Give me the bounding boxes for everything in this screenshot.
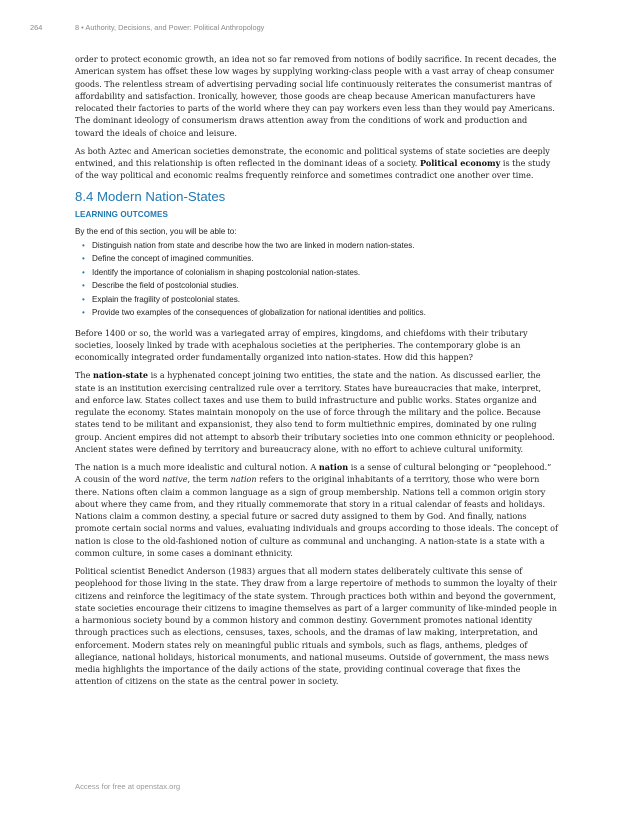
bullet-icon: • xyxy=(82,308,85,317)
learning-outcomes-list xyxy=(75,239,558,320)
list-item xyxy=(82,306,558,320)
italic-term: native xyxy=(162,474,188,485)
paragraph-political-economy xyxy=(75,145,558,182)
key-term-political-economy: Political economy xyxy=(419,158,501,168)
list-item-text: Explain the fragility of postcolonial states. xyxy=(92,294,241,304)
chapter-title: 8 • Authority, Decisions, and Power: Political Anthropology xyxy=(75,23,265,32)
italic-term: nation xyxy=(230,474,257,485)
paragraph-nation xyxy=(75,461,558,559)
bullet-icon: • xyxy=(82,254,85,263)
text-span: , the term xyxy=(187,474,231,485)
page-number: 264 xyxy=(30,23,43,32)
list-item xyxy=(82,239,558,253)
text-span: is the study of the way political and economic realms frequently reinforce and sometimes contradict one another over time. xyxy=(75,158,551,181)
list-item xyxy=(82,252,558,266)
running-header xyxy=(30,23,600,37)
list-item xyxy=(82,266,558,280)
list-item-text: Distinguish nation from state and describe how the two are linked in modern nation-states. xyxy=(92,240,415,250)
learning-outcomes-heading: LEARNING OUTCOMES xyxy=(75,209,168,219)
paragraph-nation-state xyxy=(75,369,558,455)
bullet-icon: • xyxy=(82,267,85,277)
text-span: is a hyphenated concept joining two entities, the state and the nation. As discussed earlier, the state is an institution exercising centralized rule over a territory. States have bureaucracies that make, interpret, and enforce law. States collect taxes and use them to build infrastructure and public works. States organize and regulate the economy. States maintain monopoly on the use of force through the military and the police. Because states tend to be militant and expansionist, they also tend to form multiethnic empires, dominated by one ruling group. Ancient empires did not attempt to absorb their tributary societies into one common ethnicity or peoplehood. Ancient states were defined by territory and bureaucracy alone, with no effort to achieve cultural uniformity. xyxy=(75,370,555,454)
text-span: The nation is a much more idealistic and cultural notion. A xyxy=(75,462,319,472)
key-term-nation-state: nation-state xyxy=(92,370,148,381)
list-item-text: Provide two examples of the consequences of globalization for national identities and politics. xyxy=(92,308,426,317)
text-span: As both Aztec and American societies demonstrate, the economic and political systems of state societies are deeply entwined, and this relationship is often reflected in the dominant ideas of a society. xyxy=(75,145,550,168)
bullet-icon: • xyxy=(82,294,85,304)
paragraph-consumerism: order to protect economic growth, an idea not so far removed from notions of bodily sacrifice. In recent decades, the American system has offset these low wages by supplying working-class people with a vast array of cheap consumer goods. The relentless stream of advertising pervading social life continuously reiterates the consumerist mantras of affordability and satisfaction. Ironically, however, those goods are cheap because American manufacturers have relocated their factories to parts of the world where they can pay workers even less than they would pay Americans. The dominant ideology of consumerism draws attention away from the conditions of work and production and toward the ideals of choice and leisure. xyxy=(75,54,557,138)
text-span: refers to the original inhabitants of a territory, those who were born there. Nations often claim a common language as a sign of group membership. Nations tell a common origin story about where they came from, and they ritually commemorate that story in a ritual calendar of feasts and holidays. Nations claim a common destiny, a special future or sacred duty assigned to them by God. And finally, nations promote certain social norms and values, evaluating individuals and groups according to those ideals. The concept of nation is close to the old-fashioned notion of culture as communal and unchanging. A nation-state is a state with a common culture, in some cases a dominant ethnicity. xyxy=(75,474,559,558)
list-item-text: Define the concept of imagined communities. xyxy=(92,254,254,263)
footer-access-link[interactable]: Access for free at openstax.org xyxy=(75,782,181,791)
list-item xyxy=(82,279,558,293)
list-item-text: Describe the field of postcolonial studies. xyxy=(92,281,239,290)
learning-outcomes-intro: By the end of this section, you will be able to: xyxy=(75,226,237,236)
key-term-nation: nation xyxy=(318,462,349,472)
list-item xyxy=(82,293,558,307)
paragraph-before-1400: Before 1400 or so, the world was a variegated array of empires, kingdoms, and chiefdoms with their tributary societies, loosely linked by trade with acephalous societies at the peripheries. The contemporary globe is an economically integrated order fundamentally organized into nation-states. How did this happen? xyxy=(75,327,528,362)
bullet-icon: • xyxy=(82,281,85,290)
section-heading: 8.4 Modern Nation-States xyxy=(75,188,226,204)
text-span: The xyxy=(75,370,93,381)
bullet-icon: • xyxy=(82,240,85,250)
paragraph-anderson: Political scientist Benedict Anderson (1983) argues that all modern states deliberately cultivate this sense of peoplehood for those living in the state. They draw from a large repertoire of methods to summon the loyalty of their citizens and reinforce the legitimacy of the state system. Through practices both within and beyond the government, state societies encourage their citizens to imagine themselves as part of a larger community of like-minded people in a harmonious society bound by a common history and common destiny. Government promotes national identity through practices such as elections, censuses, taxes, schools, and the dramas of law making, interpretation, and enforcement. Modern states rely on meaningful public rituals and symbols, such as flags, anthems, pledges of allegiance, national holidays, historical monuments, and national museums. Outside of government, the mass news media highlights the importance of the daily actions of the state, providing continual coverage that fixes the attention of citizens on the state as the central power in society. xyxy=(75,566,557,687)
page-content xyxy=(75,53,558,694)
text-span: is a sense of cultural belonging or “peoplehood.” A cousin of the word xyxy=(75,462,552,485)
list-item-text: Identify the importance of colonialism in shaping postcolonial nation-states. xyxy=(92,267,361,277)
